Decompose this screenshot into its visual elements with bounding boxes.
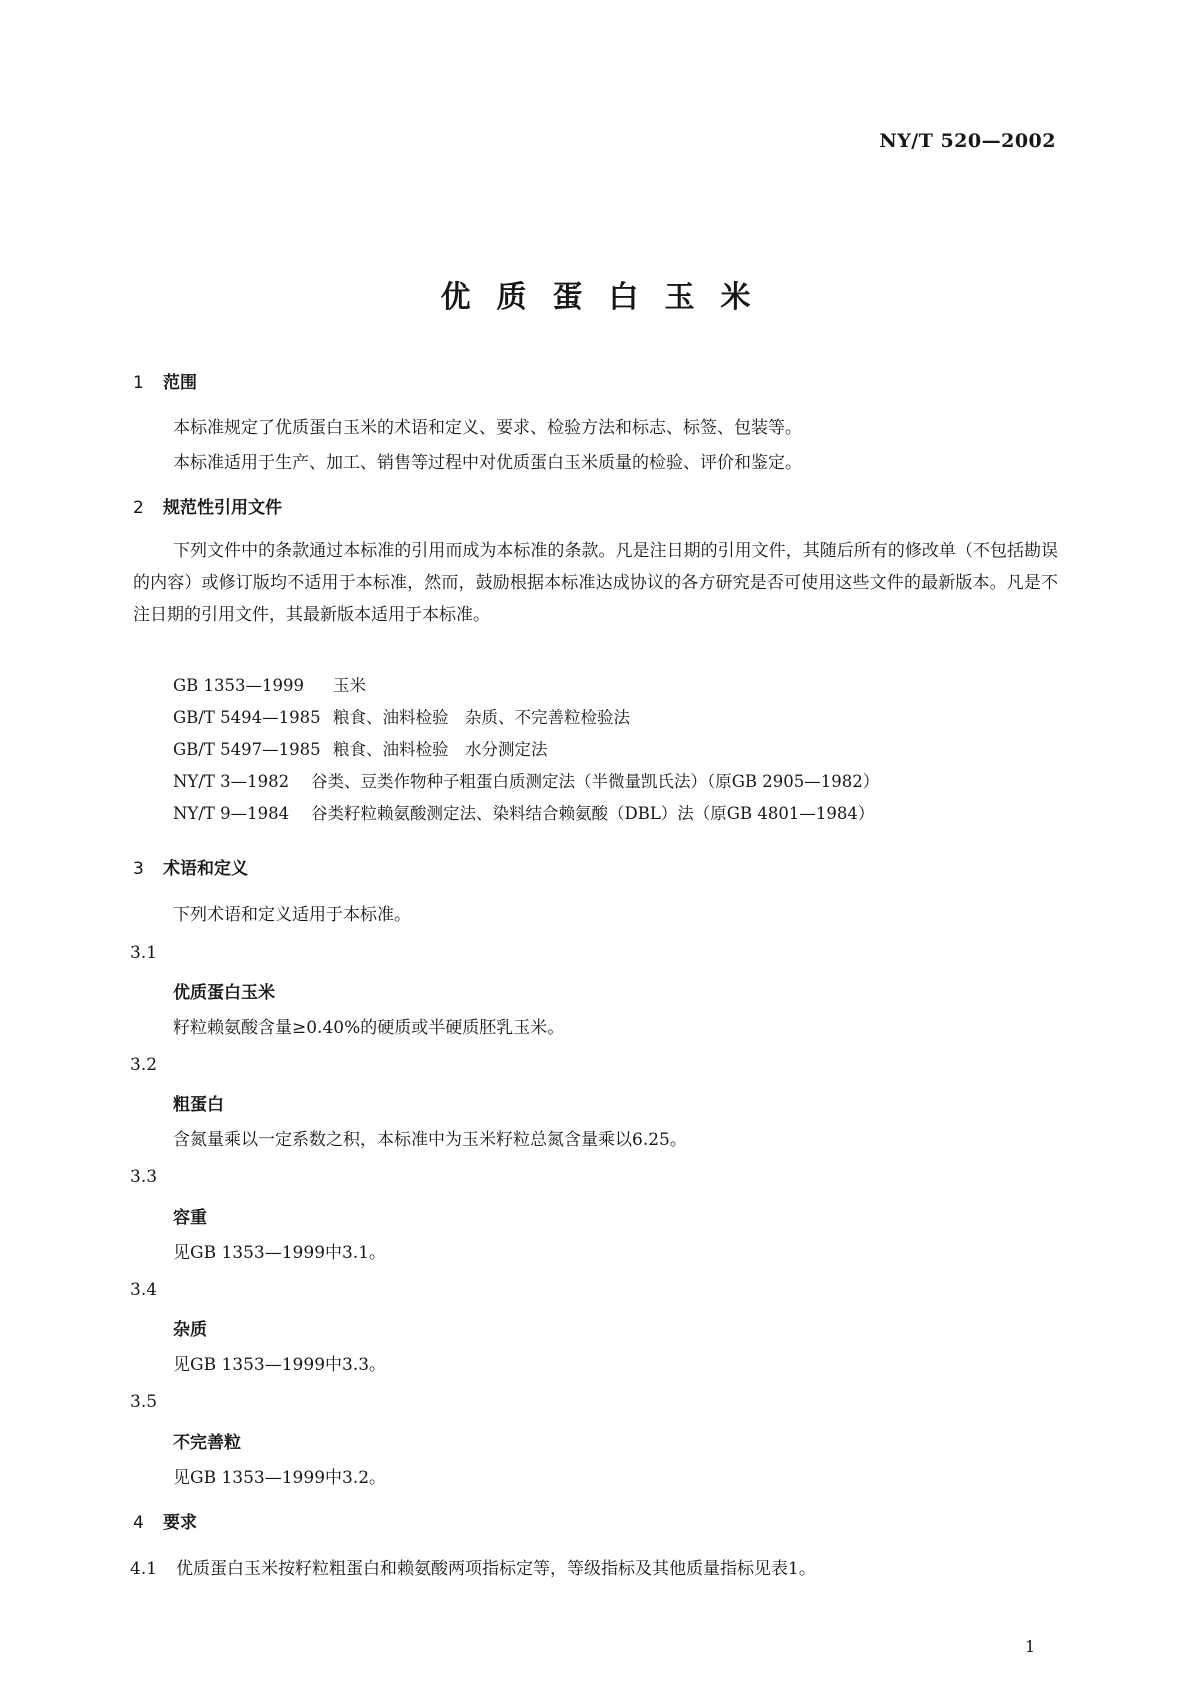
page-number: 1	[1025, 1637, 1036, 1656]
term-number: 3.1	[130, 943, 158, 963]
section-1-heading	[133, 368, 197, 393]
section-title: 范围	[163, 373, 197, 393]
clause-4-1	[130, 1554, 816, 1579]
section-number: 2	[133, 498, 144, 518]
section-title: 规范性引用文件	[163, 498, 282, 518]
section-title: 术语和定义	[163, 859, 248, 879]
section-title: 要求	[163, 1513, 197, 1533]
term-definition: 见GB 1353—1999中3.3。	[173, 1355, 387, 1375]
reference-code: GB/T 5494—1985	[173, 708, 321, 727]
reference-code: NY/T 9—1984	[173, 804, 290, 823]
section-3-intro: 下列术语和定义适用于本标准。	[173, 905, 411, 925]
reference-code: GB 1353—1999	[173, 676, 305, 695]
section-1-paragraph: 本标准适用于生产、加工、销售等过程中对优质蛋白玉米质量的检验、评价和鉴定。	[173, 453, 802, 473]
term-number: 3.2	[130, 1055, 158, 1075]
section-number: 1	[133, 373, 144, 393]
reference-code: GB/T 5497—1985	[173, 740, 321, 759]
section-2-intro: 下列文件中的条款通过本标准的引用而成为本标准的条款。凡是注日期的引用文件，其随后所有的修改单（不包括勘误的内容）或修订版均不适用于本标准，然而，鼓励根据本标准达成协议的各方研究是否可使用这些文件的最新版本。凡是不注日期的引用文件，其最新版本适用于本标准。	[133, 541, 1058, 625]
reference-code: NY/T 3—1982	[173, 772, 290, 791]
term-definition: 含氮量乘以一定系数之积，本标准中为玉米籽粒总氮含量乘以6.25。	[173, 1130, 687, 1150]
term-name: 容重	[173, 1208, 207, 1228]
reference-title: 粮食、油料检验 水分测定法	[333, 740, 548, 759]
term-name: 不完善粒	[173, 1433, 241, 1453]
term-definition: 见GB 1353—1999中3.2。	[173, 1468, 387, 1488]
term-definition: 籽粒赖氨酸含量≥0.40%的硬质或半硬质胚乳玉米。	[173, 1018, 565, 1038]
section-number: 3	[133, 859, 144, 879]
term-name: 优质蛋白玉米	[173, 983, 275, 1003]
term-definition: 见GB 1353—1999中3.1。	[173, 1243, 387, 1263]
term-name: 杂质	[173, 1320, 207, 1340]
section-number: 4	[133, 1513, 144, 1533]
section-3-heading	[133, 854, 248, 879]
reference-item	[173, 734, 879, 766]
reference-title: 粮食、油料检验 杂质、不完善粒检验法	[333, 708, 630, 727]
term-name: 粗蛋白	[173, 1095, 224, 1115]
term-number: 3.5	[130, 1392, 158, 1412]
term-number: 3.4	[130, 1280, 158, 1300]
standard-number: NY/T 520—2002	[879, 130, 1056, 152]
reference-item	[173, 670, 879, 702]
reference-title: 谷类籽粒赖氨酸测定法、染料结合赖氨酸（DBL）法（原GB 4801—1984）	[311, 804, 875, 823]
section-2-heading	[133, 493, 282, 518]
term-number: 3.3	[130, 1167, 158, 1187]
reference-item	[173, 702, 879, 734]
reference-item	[173, 766, 879, 798]
section-4-heading	[133, 1508, 197, 1533]
normative-references-list	[173, 670, 879, 830]
document-title: 优质蛋白玉米	[440, 280, 777, 315]
reference-item	[173, 798, 879, 830]
section-1-paragraph: 本标准规定了优质蛋白玉米的术语和定义、要求、检验方法和标志、标签、包装等。	[173, 418, 802, 438]
clause-text: 优质蛋白玉米按籽粒粗蛋白和赖氨酸两项指标定等，等级指标及其他质量指标见表1。	[176, 1559, 816, 1579]
clause-number: 4.1	[130, 1559, 158, 1579]
reference-title: 玉米	[333, 676, 366, 695]
reference-title: 谷类、豆类作物种子粗蛋白质测定法（半微量凯氏法）（原GB 2905—1982）	[311, 772, 880, 791]
